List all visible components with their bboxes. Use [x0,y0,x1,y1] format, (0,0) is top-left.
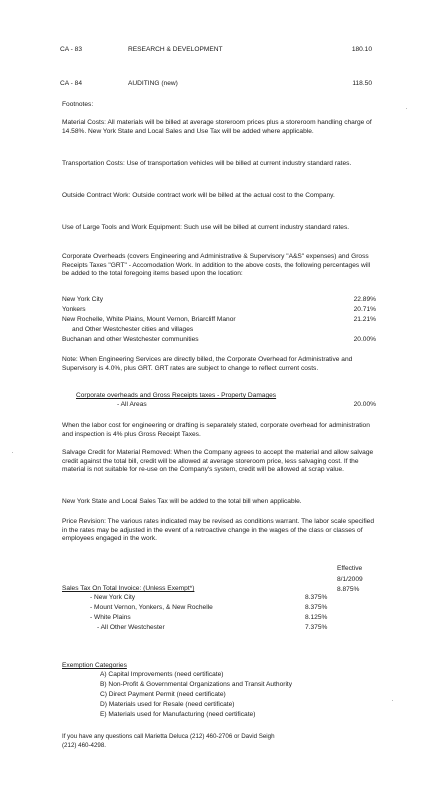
sales-tax-rate: 8.125% [305,614,328,621]
damages-area: - All Areas [117,401,147,408]
location-name: Buchanan and other Westchester communities [62,336,199,343]
row2-title: AUDITING (new) [128,80,178,87]
sales-tax-rate: 8.375% [305,604,328,611]
scan-speck [392,700,393,701]
contact-line-1: If you have any questions call Marietta Deluca (212) 460-2706 or David Seigh [62,733,275,740]
row1-code: CA - 83 [60,46,82,53]
labor-cost-paragraph: When the labor cost for engineering or drafting is separately stated, corporate overhead for administration and inspection is 4% plus Gross Receipt Taxes. [62,422,370,438]
location-name: Yonkers [62,306,86,313]
contact-line-2: (212) 460-4298. [62,742,107,749]
damages-heading: Corporate overheads and Gross Receipts taxes - Property Damages [76,392,277,399]
location-pct: 22.89% [353,296,376,303]
effective-label: Effective [337,565,363,572]
nys-sales-tax-paragraph: New York State and Local Sales Tax will be added to the total bill when applicable. [62,498,302,505]
sales-tax-rate: 8.375% [305,594,328,601]
scan-speck [12,452,13,453]
material-costs-paragraph: Material Costs: All materials will be billed at average storeroom prices plus a storeroom handling charge of 14.58%. New York State and Local Sales and Use Tax will be added where applicable. [62,119,372,135]
effective-date: 8/1/2009 [337,576,363,583]
damages-pct: 20.00% [353,401,376,408]
row1-amount: 180.10 [351,46,372,53]
outside-contract-paragraph: Outside Contract Work: Outside contract work will be billed at the actual cost to the Company. [62,192,335,199]
exemption-item: A) Capital Improvements (need certificate) [100,671,224,678]
sales-tax-area: - Mount Vernon, Yonkers, & New Rochelle [90,604,213,611]
sales-tax-area: - New York City [90,594,136,601]
exemption-item: D) Materials used for Resale (need certificate) [100,701,235,708]
location-pct: 21.21% [353,316,376,323]
engineering-note: Note: When Engineering Services are directly billed, the Corporate Overhead for Administrative and Supervisory is 4.0%, plus GRT. GRT rates are subject to change to reflect current costs. [62,356,353,372]
sales-tax-rate: 7.375% [305,624,328,631]
exemption-heading: Exemption Categories [62,662,127,669]
sales-tax-heading: Sales Tax On Total Invoice: (Unless Exempt*) [62,585,195,592]
transportation-paragraph: Transportation Costs: Use of transportation vehicles will be billed at current industry standard rates. [62,160,352,167]
location-name: New York City [62,296,104,303]
price-revision-paragraph: Price Revision: The various rates indicated may be revised as conditions warrant. The labor scale specified in the rates may be adjusted in the event of a retroactive change in the wages of the class or classes of employees engaged in the work. [62,518,375,543]
row2-amount: 118.50 [352,80,372,87]
footnotes-label: Footnotes: [62,101,94,108]
row2-code: CA - 84 [60,80,82,87]
location-name: New Rochelle, White Plains, Mount Vernon, Briarcliff Manor [62,316,236,323]
row1-title: RESEARCH & DEVELOPMENT [128,46,223,53]
salvage-credit-paragraph: Salvage Credit for Material Removed: When the Company agrees to accept the material and allow salvage credit against the total bill, credit will be allowed at average storeroom price, less salvaging cost. If the material is not suitable for re-use on the Company's system, credit will be allowed at scrap value. [62,449,374,474]
location-name: and Other Westchester cities and villages [72,326,194,333]
exemption-item: C) Direct Payment Permit (need certificate) [100,691,226,698]
location-pct: 20.71% [353,306,376,313]
sales-tax-area: - All Other Westchester [97,624,165,631]
corporate-overheads-paragraph: Corporate Overheads (covers Engineering and Administrative & Supervisory "A&S" expenses) and Gross Receipts Taxes "GRT" - Accomodation Work. In addition to the above costs, the following percentages will be added to the total foregoing items based upon the location: [62,253,371,278]
location-pct: 20.00% [353,336,376,343]
large-tools-paragraph: Use of Large Tools and Work Equipment: Such use will be billed at current industry standard rates. [62,224,350,231]
exemption-item: E) Materials used for Manufacturing (need certificate) [100,711,256,718]
sales-tax-area: - White Plains [90,614,131,621]
scan-speck [406,108,407,109]
sales-tax-effective-rate: 8.875% [337,586,360,593]
exemption-item: B) Non-Profit & Governmental Organizations and Transit Authority [100,681,293,688]
